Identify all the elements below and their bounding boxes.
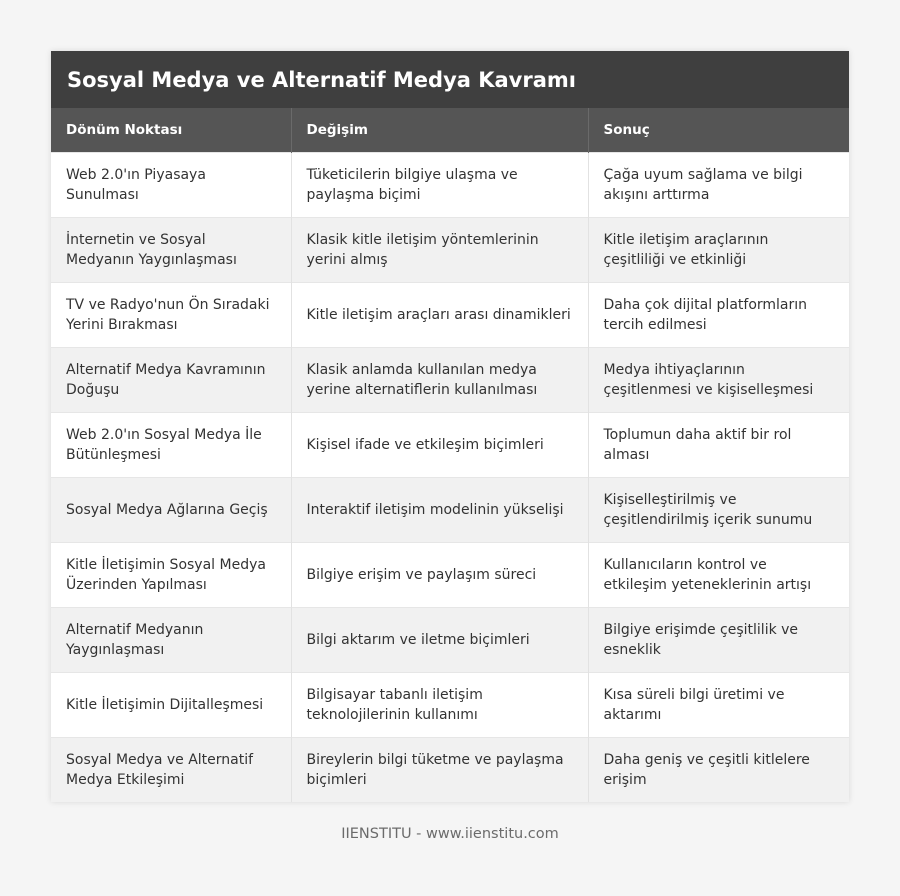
table-row <box>51 737 849 802</box>
data-table <box>51 108 849 802</box>
column-header: Değişim <box>291 108 588 152</box>
table-row <box>51 347 849 412</box>
footer-credit: IIENSTITU - www.iienstitu.com <box>341 826 559 842</box>
table-cell: Kitle iletişim araçlarının çeşitliliği ve etkinliği <box>588 217 849 282</box>
table-cell: Bireylerin bilgi tüketme ve paylaşma biçimleri <box>291 737 588 802</box>
table-row <box>51 282 849 347</box>
table-cell: Bilgisayar tabanlı iletişim teknolojilerinin kullanımı <box>291 672 588 737</box>
table-cell: Bilgiye erişim ve paylaşım süreci <box>291 542 588 607</box>
table-cell: Kitle İletişimin Dijitalleşmesi <box>51 672 291 737</box>
table-card <box>51 51 849 802</box>
table-cell: İnternetin ve Sosyal Medyanın Yaygınlaşması <box>51 217 291 282</box>
table-cell: Alternatif Medya Kavramının Doğuşu <box>51 347 291 412</box>
table-cell: Alternatif Medyanın Yaygınlaşması <box>51 607 291 672</box>
table-cell: Daha çok dijital platformların tercih edilmesi <box>588 282 849 347</box>
table-row <box>51 412 849 477</box>
table-title: Sosyal Medya ve Alternatif Medya Kavramı <box>51 51 849 108</box>
table-cell: Kısa süreli bilgi üretimi ve aktarımı <box>588 672 849 737</box>
table-cell: Çağa uyum sağlama ve bilgi akışını arttırma <box>588 152 849 217</box>
table-row <box>51 542 849 607</box>
table-cell: Kullanıcıların kontrol ve etkileşim yeteneklerinin artışı <box>588 542 849 607</box>
table-cell: Medya ihtiyaçlarının çeşitlenmesi ve kişiselleşmesi <box>588 347 849 412</box>
table-cell: Kişisel ifade ve etkileşim biçimleri <box>291 412 588 477</box>
table-row <box>51 607 849 672</box>
table-cell: Web 2.0'ın Piyasaya Sunulması <box>51 152 291 217</box>
column-header: Sonuç <box>588 108 849 152</box>
table-cell: Daha geniş ve çeşitli kitlelere erişim <box>588 737 849 802</box>
table-cell: Bilgi aktarım ve iletme biçimleri <box>291 607 588 672</box>
table-row <box>51 477 849 542</box>
header-row <box>51 108 849 152</box>
table-cell: Klasik kitle iletişim yöntemlerinin yerini almış <box>291 217 588 282</box>
table-cell: Kişiselleştirilmiş ve çeşitlendirilmiş içerik sunumu <box>588 477 849 542</box>
table-row <box>51 672 849 737</box>
table-cell: Web 2.0'ın Sosyal Medya İle Bütünleşmesi <box>51 412 291 477</box>
table-cell: Bilgiye erişimde çeşitlilik ve esneklik <box>588 607 849 672</box>
table-cell: Toplumun daha aktif bir rol alması <box>588 412 849 477</box>
column-header: Dönüm Noktası <box>51 108 291 152</box>
table-cell: Sosyal Medya Ağlarına Geçiş <box>51 477 291 542</box>
table-cell: Kitle İletişimin Sosyal Medya Üzerinden Yapılması <box>51 542 291 607</box>
table-row <box>51 152 849 217</box>
table-row <box>51 217 849 282</box>
table-cell: Tüketicilerin bilgiye ulaşma ve paylaşma biçimi <box>291 152 588 217</box>
table-cell: TV ve Radyo'nun Ön Sıradaki Yerini Bırakması <box>51 282 291 347</box>
table-cell: Klasik anlamda kullanılan medya yerine alternatiflerin kullanılması <box>291 347 588 412</box>
table-cell: Kitle iletişim araçları arası dinamikleri <box>291 282 588 347</box>
table-cell: Interaktif iletişim modelinin yükselişi <box>291 477 588 542</box>
table-cell: Sosyal Medya ve Alternatif Medya Etkileşimi <box>51 737 291 802</box>
